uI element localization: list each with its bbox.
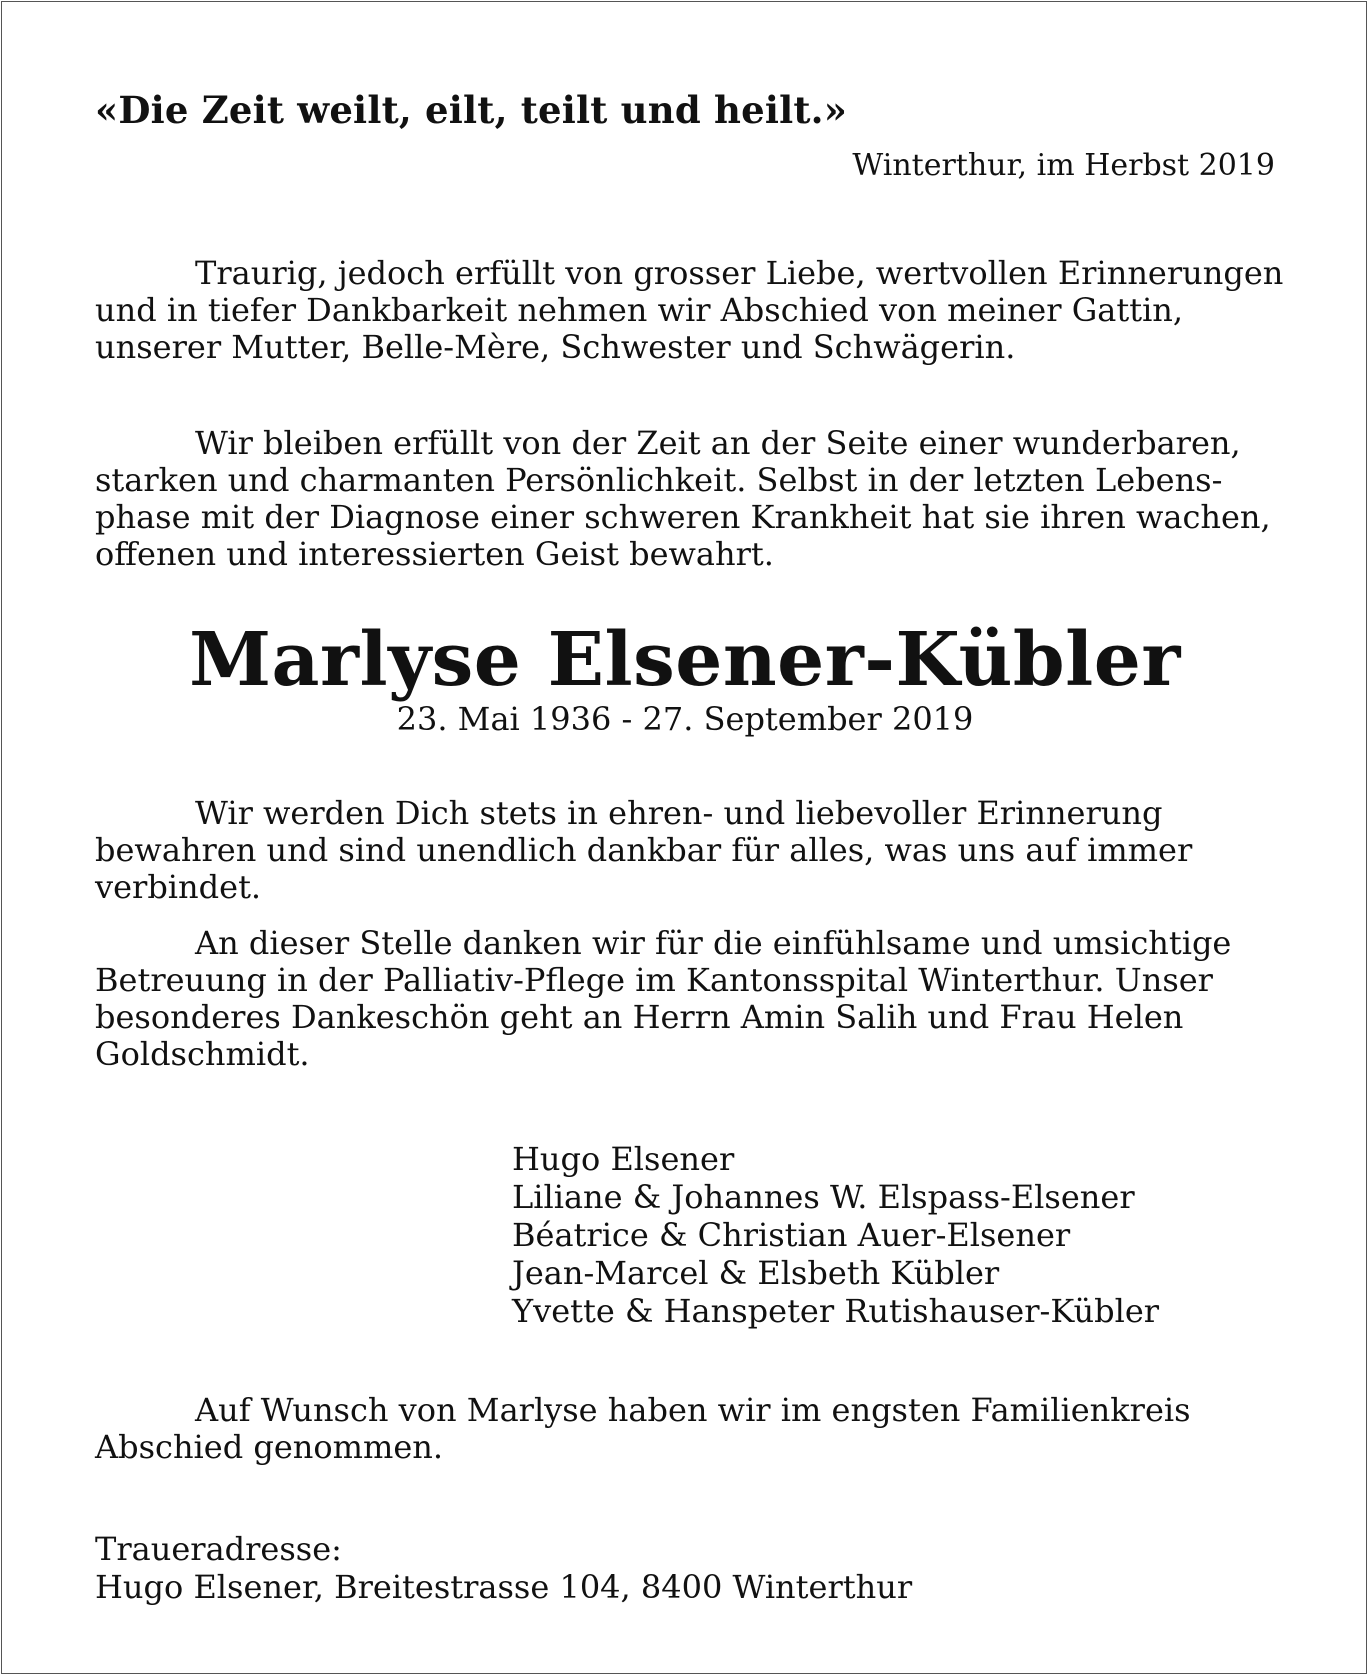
remembrance-paragraph: Wir werden Dich stets in ehren- und liebevoller Erinnerung bewahren und sind unendlich dankbar für alles, was uns auf immer verbindet. — [95, 794, 1193, 906]
life-dates: 23. Mai 1936 - 27. September 2019 — [396, 700, 974, 738]
thanks-paragraph: An dieser Stelle danken wir für die einfühlsame und umsichtige Betreuung in der Palliativ-Pflege im Kantonsspital Winterthur. Unser besonderes Dankeschön geht an Herrn Amin Salih und Frau Helen Goldschmidt. — [95, 924, 1232, 1073]
quote-block — [95, 80, 1275, 140]
mourning-address — [95, 1530, 912, 1606]
intro-paragraph: Traurig, jedoch erfüllt von grosser Liebe, wertvollen Erinnerungen und in tiefer Dankbarkeit nehmen wir Abschied von meiner Gattin, unserer Mutter, Belle-Mère, Schwester und Schwägerin. — [95, 254, 1284, 366]
mourners-list — [512, 1140, 1159, 1330]
mourner-name: Yvette & Hanspeter Rutishauser-Kübler — [512, 1292, 1160, 1330]
farewell-paragraph: Auf Wunsch von Marlyse haben wir im engsten Familienkreis Abschied genommen. — [95, 1391, 1191, 1466]
deceased-name: Marlyse Elsener-Kübler — [189, 617, 1181, 703]
address-value: Hugo Elsener, Breitestrasse 104, 8400 Winterthur — [95, 1568, 913, 1606]
mourner-name: Liliane & Johannes W. Elspass-Elsener — [512, 1178, 1135, 1216]
address-label: Traueradresse: — [95, 1530, 342, 1568]
tribute-paragraph: Wir bleiben erfüllt von der Zeit an der Seite einer wunderbaren, starken und charmanten Persönlichkeit. Selbst in der letzten Lebensphase mit der Diagnose einer schweren Krankheit hat sie ihren wachen, offenen und interessierten Geist bewahrt. — [95, 424, 1271, 573]
mourner-name: Jean-Marcel & Elsbeth Kübler — [512, 1254, 1000, 1292]
mourner-name: Hugo Elsener — [512, 1140, 735, 1178]
dateline: Winterthur, im Herbst 2019 — [852, 148, 1275, 183]
quote: «Die Zeit weilt, eilt, teilt und heilt.» — [95, 88, 848, 132]
mourner-name: Béatrice & Christian Auer-Elsener — [512, 1216, 1071, 1254]
